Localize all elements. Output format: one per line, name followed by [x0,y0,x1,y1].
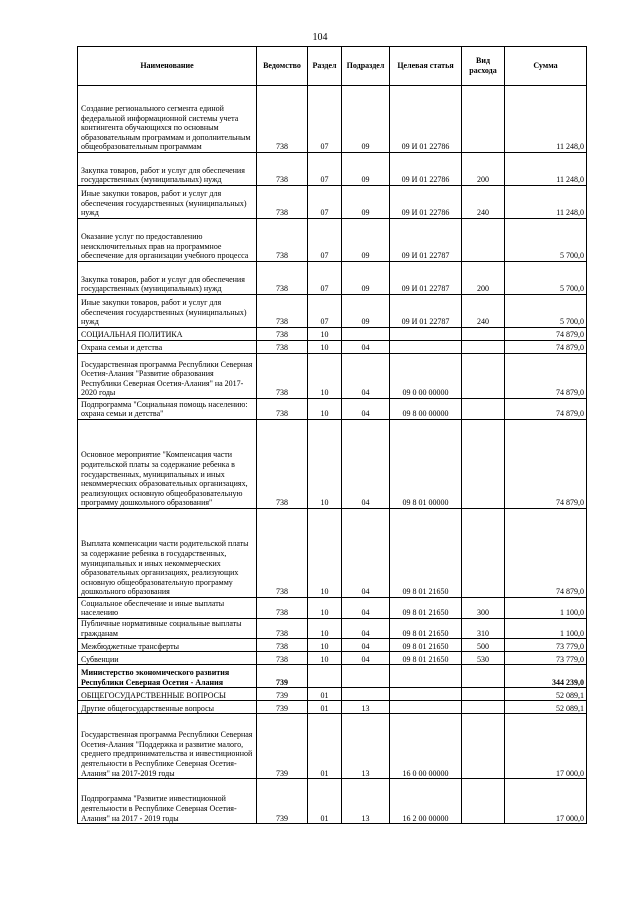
row-dept: 738 [257,420,308,509]
table-row [78,665,587,688]
table-row [78,652,587,665]
header-sum: Сумма [505,47,587,86]
row-sum: 17 000,0 [505,779,587,824]
row-target: 09 8 00 00000 [390,399,462,420]
row-dept: 738 [257,399,308,420]
row-target: 09 8 01 21650 [390,639,462,652]
row-expense-type [462,509,505,598]
row-section: 10 [308,399,342,420]
row-target: 09 8 01 21650 [390,619,462,639]
row-target: 16 0 00 00000 [390,714,462,779]
row-expense-type: 310 [462,619,505,639]
row-section: 01 [308,688,342,701]
row-sum: 344 239,0 [505,665,587,688]
row-sum: 74 879,0 [505,509,587,598]
table-row [78,779,587,824]
row-target: 16 2 00 00000 [390,779,462,824]
table-row [78,86,587,153]
row-name: Основное мероприятие "Компенсация части родительской платы за содержание ребенка в государственных, муниципальных и иных некоммерческих образовательных организациях, реализующих основную общеобразовательную программу дошкольного образования" [78,420,257,509]
row-name: Подпрограмма "Развитие инвестиционной деятельности в Республике Северная Осетия-Алания" на 2017 - 2019 годы [78,779,257,824]
row-subsection: 04 [342,652,390,665]
row-subsection: 09 [342,219,390,262]
row-expense-type [462,86,505,153]
header-section: Раздел [308,47,342,86]
row-sum: 74 879,0 [505,354,587,399]
row-section: 07 [308,186,342,219]
row-subsection: 04 [342,399,390,420]
row-subsection: 09 [342,153,390,186]
header-target: Целевая статья [390,47,462,86]
row-subsection: 13 [342,714,390,779]
row-expense-type [462,714,505,779]
row-section: 10 [308,328,342,341]
header-dept: Ведомство [257,47,308,86]
row-name: СОЦИАЛЬНАЯ ПОЛИТИКА [78,328,257,341]
row-subsection: 04 [342,639,390,652]
row-name: Иные закупки товаров, работ и услуг для обеспечения государственных (муниципальных) нужд [78,295,257,328]
row-expense-type: 300 [462,598,505,619]
table-row [78,354,587,399]
header-subsection: Подраздел [342,47,390,86]
row-sum: 74 879,0 [505,420,587,509]
budget-table [77,46,587,824]
table-row [78,639,587,652]
row-expense-type [462,420,505,509]
row-sum: 1 100,0 [505,598,587,619]
row-sum: 74 879,0 [505,399,587,420]
row-section: 01 [308,779,342,824]
row-name: Межбюджетные трансферты [78,639,257,652]
header-name: Наименование [78,47,257,86]
row-target: 09 8 01 21650 [390,509,462,598]
row-section: 10 [308,509,342,598]
row-dept: 739 [257,701,308,714]
row-dept: 738 [257,186,308,219]
row-dept: 738 [257,639,308,652]
row-subsection: 13 [342,701,390,714]
row-name: Закупка товаров, работ и услуг для обеспечения государственных (муниципальных) нужд [78,153,257,186]
row-expense-type [462,341,505,354]
row-sum: 73 779,0 [505,652,587,665]
table-row [78,262,587,295]
table-row [78,701,587,714]
row-subsection [342,688,390,701]
row-subsection: 09 [342,295,390,328]
row-dept: 738 [257,619,308,639]
row-sum: 11 248,0 [505,186,587,219]
table-row [78,509,587,598]
row-subsection: 04 [342,420,390,509]
row-target: 09 И 01 22787 [390,295,462,328]
row-target [390,688,462,701]
row-dept: 738 [257,652,308,665]
table-row [78,186,587,219]
row-section: 07 [308,295,342,328]
row-expense-type: 240 [462,186,505,219]
table-row [78,714,587,779]
row-subsection: 04 [342,619,390,639]
row-name: Социальное обеспечение и иные выплаты населению [78,598,257,619]
row-section: 10 [308,420,342,509]
row-name: Выплата компенсации части родительской платы за содержание ребенка в государственных, муниципальных и иных некоммерческих образовательных организациях, реализующих основную общеобразовательную программу дошкольного образования [78,509,257,598]
row-target: 09 И 01 22786 [390,153,462,186]
row-sum: 52 089,1 [505,701,587,714]
header-expense-type: Вид расхода [462,47,505,86]
row-section: 01 [308,701,342,714]
table-row [78,598,587,619]
row-target: 09 0 00 00000 [390,354,462,399]
row-dept: 738 [257,509,308,598]
row-subsection: 13 [342,779,390,824]
row-name: Другие общегосударственные вопросы [78,701,257,714]
row-section: 07 [308,262,342,295]
row-dept: 738 [257,295,308,328]
row-expense-type: 200 [462,153,505,186]
row-subsection: 09 [342,186,390,219]
row-target [390,665,462,688]
row-name: Министерство экономического развития Республики Северная Осетия - Алания [78,665,257,688]
row-section: 10 [308,341,342,354]
row-target: 09 8 01 00000 [390,420,462,509]
row-target [390,341,462,354]
table-row [78,219,587,262]
table-row [78,295,587,328]
row-sum: 73 779,0 [505,639,587,652]
row-target: 09 И 01 22786 [390,86,462,153]
row-name: Закупка товаров, работ и услуг для обеспечения государственных (муниципальных) нужд [78,262,257,295]
row-section: 07 [308,86,342,153]
row-sum: 74 879,0 [505,341,587,354]
row-expense-type [462,354,505,399]
row-name: Подпрограмма "Социальная помощь населению: охрана семьи и детства" [78,399,257,420]
row-name: ОБЩЕГОСУДАРСТВЕННЫЕ ВОПРОСЫ [78,688,257,701]
row-expense-type [462,399,505,420]
row-target: 09 8 01 21650 [390,652,462,665]
row-dept: 739 [257,714,308,779]
row-target: 09 И 01 22786 [390,186,462,219]
row-target [390,328,462,341]
row-section [308,665,342,688]
row-subsection: 09 [342,86,390,153]
row-name: Субвенции [78,652,257,665]
row-target [390,701,462,714]
row-section: 01 [308,714,342,779]
table-row [78,688,587,701]
page-number: 104 [312,32,328,43]
row-section: 07 [308,219,342,262]
row-name: Создание регионального сегмента единой федеральной информационной системы учета контингента обучающихся по основным образовательным программам и дополнительным общеобразовательным программам [78,86,257,153]
row-dept: 739 [257,665,308,688]
row-name: Публичные нормативные социальные выплаты гражданам [78,619,257,639]
row-expense-type: 240 [462,295,505,328]
row-section: 10 [308,652,342,665]
row-section: 10 [308,354,342,399]
row-expense-type [462,779,505,824]
row-name: Оказание услуг по предоставлению неисключительных прав на программное обеспечение для организации учебного процесса [78,219,257,262]
row-expense-type: 200 [462,262,505,295]
row-expense-type: 500 [462,639,505,652]
row-dept: 738 [257,86,308,153]
row-subsection: 04 [342,341,390,354]
row-section: 10 [308,619,342,639]
row-subsection [342,665,390,688]
row-section: 10 [308,639,342,652]
row-sum: 11 248,0 [505,86,587,153]
table-row [78,341,587,354]
row-subsection [342,328,390,341]
row-dept: 738 [257,328,308,341]
row-subsection: 09 [342,262,390,295]
row-name: Иные закупки товаров, работ и услуг для обеспечения государственных (муниципальных) нужд [78,186,257,219]
row-sum: 52 089,1 [505,688,587,701]
row-section: 10 [308,598,342,619]
row-target: 09 8 01 21650 [390,598,462,619]
row-dept: 739 [257,688,308,701]
row-sum: 1 100,0 [505,619,587,639]
row-dept: 738 [257,153,308,186]
table-row [78,153,587,186]
row-sum: 5 700,0 [505,262,587,295]
row-expense-type [462,219,505,262]
row-sum: 5 700,0 [505,219,587,262]
table-row [78,420,587,509]
row-sum: 5 700,0 [505,295,587,328]
row-target: 09 И 01 22787 [390,219,462,262]
row-name: Охрана семьи и детства [78,341,257,354]
row-subsection: 04 [342,509,390,598]
row-sum: 74 879,0 [505,328,587,341]
row-subsection: 04 [342,598,390,619]
row-sum: 11 248,0 [505,153,587,186]
row-expense-type [462,328,505,341]
row-name: Государственная программа Республики Северная Осетия-Алания "Развитие образования Республики Северная Осетия-Алания" на 2017-2020 годы [78,354,257,399]
row-sum: 17 000,0 [505,714,587,779]
row-dept: 738 [257,354,308,399]
row-expense-type [462,665,505,688]
row-dept: 738 [257,219,308,262]
table-row [78,328,587,341]
row-name: Государственная программа Республики Северная Осетия-Алания "Поддержка и развитие малого, среднего предпринимательства и инвестиционной деятельности в Республике Северная Осетия-Алания" на 2017-2019 годы [78,714,257,779]
table-row [78,619,587,639]
row-expense-type [462,701,505,714]
row-expense-type: 530 [462,652,505,665]
row-dept: 738 [257,598,308,619]
row-expense-type [462,688,505,701]
table-row [78,399,587,420]
table-header-row [78,47,587,86]
row-subsection: 04 [342,354,390,399]
row-dept: 738 [257,262,308,295]
row-target: 09 И 01 22787 [390,262,462,295]
row-dept: 739 [257,779,308,824]
row-section: 07 [308,153,342,186]
row-dept: 738 [257,341,308,354]
